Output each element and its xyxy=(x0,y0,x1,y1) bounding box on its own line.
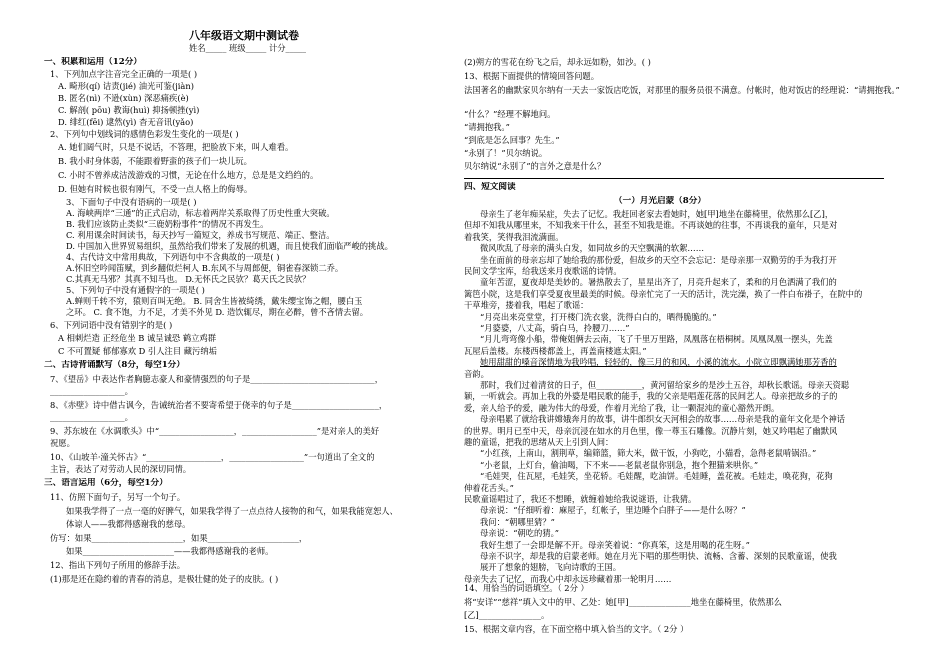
passage-line: 篱笆小院，这是我们享受夏夜里最美的时候。母亲忙完了一天的活计，洗完澡，换了一件白布褂子，在院中的 xyxy=(464,288,863,299)
passage-line: “月儿弯弯像小船，带俺姐俩去云南，飞了千里万里路，凤凰落在梧桐树。凤凰凤凰一摆头，先盖 xyxy=(480,334,833,345)
passage-line: “小老鼠，上灯台，偷油喝，下不来——老鼠老鼠你别急，抱个狸猫来哄你。” xyxy=(480,459,759,470)
option-line: A 相刺烂造 正经危坐 B 诚呈诚恐 鹤立鸡群 xyxy=(58,333,217,343)
question-text: 14、用恰当的词语填空。（ 2分 ） xyxy=(464,583,589,593)
question-text: 13、根据下面提供的情境回答问题。 xyxy=(464,71,600,81)
article-title: （一）月光启蒙（8分） xyxy=(614,196,706,206)
question-text: 体谅人——我都得感谢我的慈母。 xyxy=(66,519,191,529)
question-text: 4、古代诗文中常用典故，下列语句中不含典故的一项是( ) xyxy=(66,252,280,262)
option-line: A. 她们阔气时，只是不说话，不答理，把脸放下来，叫人难看。 xyxy=(58,142,294,152)
passage-line: 民间文学宝库，给我送来月夜歌谣的诗情。 xyxy=(464,266,622,276)
passage-line: 爱，亲人给予的爱，融为伟大的母爱，作着月光给了我，让一颗混沌的童心豁然开朗。 xyxy=(464,402,780,413)
passage-line: 但却不知我从哪里来，不知我来干什么，甚至不知我是谁。不再谈她的往事，不再谈我的童年，只是对 xyxy=(464,220,838,231)
passage-line: “小红孩，上南山，割荆草，编筛篮，筛大米，做干饭，小狗吃，小猫看，急得老鼠啃锅沿。” xyxy=(480,448,817,459)
question-text: (1)那是还在隐约着的青春的消息，是极壮健的处子的皮肤。( ) xyxy=(50,574,279,584)
passage-line: 微风吹乱了母亲的满头白发，如同故乡的天空飘满的软絮…… xyxy=(480,243,705,254)
question-text: 主旨，表达了对劳动人民的深切同情。 xyxy=(50,464,192,474)
question-text: 3、下面句子中没有语病的一项是( ) xyxy=(66,197,197,207)
passage-line: “月亮出来亮堂堂，打开楼门洗衣裳，洗得白白的，晒得脆脆的。” xyxy=(480,311,717,322)
passage-line: 坐在面前的母亲忘却了她给我的那份爱，但故乡的天空不会忘记：是母亲那一双勤劳的手为我打开 xyxy=(480,254,837,265)
question-text: 祝愿。 xyxy=(50,438,75,448)
answer-blank-line: __________________。 xyxy=(50,412,133,422)
question-text: 7、《望岳》中表达作者胸臆志豪人和豪情强烈的句子是______________________________， xyxy=(50,374,384,384)
question-text: 5、下列句子中没有通假字的一项是( ) xyxy=(66,285,205,295)
option-line: B. 匿名(nì) 不逊(xùn) 深恶痛疾(è) xyxy=(58,93,189,103)
passage-line: 的世界。明月已至中天，母亲沉浸在如水的月色里，像一尊玉石雕像。沉静片刻，她又吟唱起了幽默风 xyxy=(464,425,838,436)
passage-line: 母亲生了老年痴呆症，失去了记忆。我赶回老家去看她时，她[甲]地坐在藤椅里，依然那么[乙]， xyxy=(480,209,834,219)
rewrite-line: 仿写：如果______________________，如果______________________， xyxy=(50,533,308,543)
section-heading: 四、短文阅读 xyxy=(464,182,516,192)
option-line: A.蝉则千转不穷，猿则百叫无绝。 B. 同舍生皆被绮绣，戴朱缨宝饰之帽，腰白玉 xyxy=(66,296,363,306)
passage-line: 母亲不识字，却是我的启蒙老师。她在月光下唱的那些明快、流畅、含蓄、深刻的民歌童谣，使我 xyxy=(480,551,837,561)
passage-line: 我问：“朝哪里猜？” xyxy=(480,516,555,527)
option-line: A.怀旧空吟闻笛赋，到乡翻似烂柯人 B.东风不与周郎便，铜雀春深锁二乔。 xyxy=(66,263,344,273)
passage-line: “月婆婆，八丈高，骑白马，拎腰刀……” xyxy=(480,323,630,333)
option-line: D. 中国加入世界贸易组织，虽然给我们带来了发展的机遇，而且使我们面临严峻的挑战。 xyxy=(66,241,393,251)
question-text: 15、根据文章内容，在下面空格中填入恰当的文字。（ 2分 ） xyxy=(464,624,689,634)
option-line: A. 畸形(qí) 诘责(jié) 油光可鉴(jiàn) xyxy=(58,81,194,91)
passage-line: 母亲说：“朝吃的猜。” xyxy=(480,528,560,539)
passage-line: 那时，我们过着清贫的日子，但___________，黄河留给家乡的是沙土五谷，却秋长歌谣。母亲天资聪 xyxy=(480,380,850,390)
passage-line: 她用甜甜的嗓音深情地为我吟唱，轻轻的，像三月的和风，小溪的流水。小院立即飘满她那芳香的 xyxy=(480,357,837,368)
dialogue-line: “什么？”经理不解地问。 xyxy=(464,109,556,119)
passage-line: “毛娃哭，住瓦屋，毛娃笑，坐花轿。毛娃醒，吃油饼。毛娃睡，盖花被。毛娃走，唤花狗，花狗 xyxy=(480,471,833,482)
passage-line: 展开了想象的翅膀，飞向诗歌的王国。 xyxy=(480,562,622,573)
option-line: C.其真无马邪？其真不知马也。 D.无怀氏之民欤？葛天氏之民欤？ xyxy=(66,274,311,284)
passage-line: 趣的童谣，把我的思绪从天上引到人间： xyxy=(464,437,614,447)
page-title: 八年级语文期中测试卷 xyxy=(189,30,299,41)
question-text: 6、下列词语中没有错别字的是( ) xyxy=(50,320,173,330)
option-line: C. 小时不曾养成洁泼游戏的习惯，无论在什么地方，总是是文绉绉的。 xyxy=(58,170,319,180)
option-line: C. 解剖( pōu) 教诲(huì) 抑扬顿挫(yì) xyxy=(58,105,200,115)
question-text: 11、仿照下面句子，另写一个句子。 xyxy=(50,492,186,502)
question-text: 8、《赤壁》诗中借古讽今，告诫统治者不要寄希望于侥幸的句子是_____________________， xyxy=(50,400,388,410)
passage-line: 母亲说：“仔细听着：麻屋子，红帐子，里边睡个白胖子——是什么呀？” xyxy=(480,505,746,516)
section-divider xyxy=(464,178,884,179)
section-heading: 二、古诗背诵默写（8分，每空1分） xyxy=(44,360,185,370)
passage-line: 颖，一听就会。再加上我的外婆是唱民歌的能手，我的父亲是唱莲花落的民间艺人。母亲把故乡的子的 xyxy=(464,391,838,402)
passage-line: 干草堆旁，搂着我，唱起了歌谣： xyxy=(464,300,589,311)
passage-line: 着我笑，笑得我泪流满面。 xyxy=(464,231,564,242)
section-heading: 三、语言运用（6分，每空1分） xyxy=(44,478,168,488)
section-heading: 一、积累和运用（12分） xyxy=(44,57,142,67)
question-text: 如果我学得了一点一毫的好脾气，如果我学得了一点点待人接物的和气，如果我能宽恕人、 xyxy=(66,506,398,516)
option-line: 之环。 C. 食不饱，力不足，才美不外见 D. 造饮辄尽，期在必醉，曾不吝情去留。 xyxy=(66,307,369,317)
question-text: (2)朔方的雪花在纷飞之后，却永远如粉，如沙。( ) xyxy=(464,57,651,67)
question-text: 1、下列加点字注音完全正确的一项是( ) xyxy=(50,69,198,79)
passage-line: 民歌童谣唱过了，我还不想睡，就缠着她给我说谜语，让我猜。 xyxy=(464,494,697,504)
dialogue-line: “永别了！”贝尔纳说。 xyxy=(464,148,548,158)
passage-line: 瓦屋后盖楼。东楼西楼都盖上，再盖南楼遮太阳。” xyxy=(464,345,647,356)
question-text: 贝尔纳说“永别了”的言外之意是什么？ xyxy=(464,161,606,171)
option-line: B. 我小时身体弱，不能跟着野蛮的孩子们一块儿玩。 xyxy=(58,156,252,166)
question-text: [乙]_______________。 xyxy=(464,610,550,620)
passage-line: 母亲失去了记忆，而我心中却永远珍藏着那一轮明月…… xyxy=(464,573,672,584)
passage-line: 母亲唱累了就给我讲嫦娥奔月的故事，讲牛郎织女天河相会的故事……母亲是我的童年文化是个神话 xyxy=(480,414,846,425)
rewrite-line: 如果______________________——我都得感谢我的老师。 xyxy=(66,546,274,556)
story-paragraph: 法国著名的幽默家贝尔纳有一天去一家饭店吃饭，对那里的服务员很不满意。付帐时，他对饭店的经理说：“请拥抱我。” xyxy=(464,85,900,95)
passage-line: 我好生想了一会即是解不开。母亲笑着说：“你真笨，这是用喝的花生呀。” xyxy=(480,539,750,550)
question-text: 12、指出下列句子所用的修辞手法。 xyxy=(50,560,186,570)
question-text: 将“安详”“慈祥”填入文中的甲、乙处：她[甲]_______________地坐在藤椅里，依然那么 xyxy=(464,597,782,607)
answer-blank-line: __________________。 xyxy=(50,386,133,396)
passage-line: 音韵。 xyxy=(464,368,489,379)
option-line: B. 我们应该防止类似“三鹿奶粉事件”的情况不再发生。 xyxy=(66,219,269,229)
dialogue-line: “到底是怎么回事？先生。” xyxy=(464,135,560,145)
question-text: 10、《山坡羊·潼关怀古》“__________________，__________________”一句道出了全文的 xyxy=(50,452,375,462)
passage-line: 童年苦涩，夏夜却是美妙的。暑热散去了，星星出齐了，月亮升起来了，柔和的月色洒满了我们的 xyxy=(480,277,837,288)
option-line: D. 绯红(fēi) 逮然(yì) 杳无音讯(yǎo) xyxy=(58,117,194,127)
passage-line: 伸着花舌头。” xyxy=(464,482,514,493)
option-line: D. 但她有时候也很有刚气，不受一点人格上的侮辱。 xyxy=(58,184,253,194)
student-info: 姓名_____ 班级_____ 计分_____ xyxy=(189,43,307,53)
question-text: 2、下列句中划线词的感情色彩发生变化的一项是( ) xyxy=(50,129,239,139)
option-line: A. 海峡两岸“三通”的正式启动，标志着两岸关系取得了历史性重大突破。 xyxy=(66,208,335,218)
option-line: C 不可置疑 郁郁寡欢 D 引人注目 藏污纳垢 xyxy=(58,346,217,356)
dialogue-line: “请拥抱我。” xyxy=(464,122,510,132)
question-text: 9、苏东坡在《水调歌头》中“__________________，__________________”是对亲人的美好 xyxy=(50,426,380,436)
option-line: C. 利用课余时间读书，每天抄写一篇短文，养成书写规范、端正、整洁。 xyxy=(66,230,335,240)
